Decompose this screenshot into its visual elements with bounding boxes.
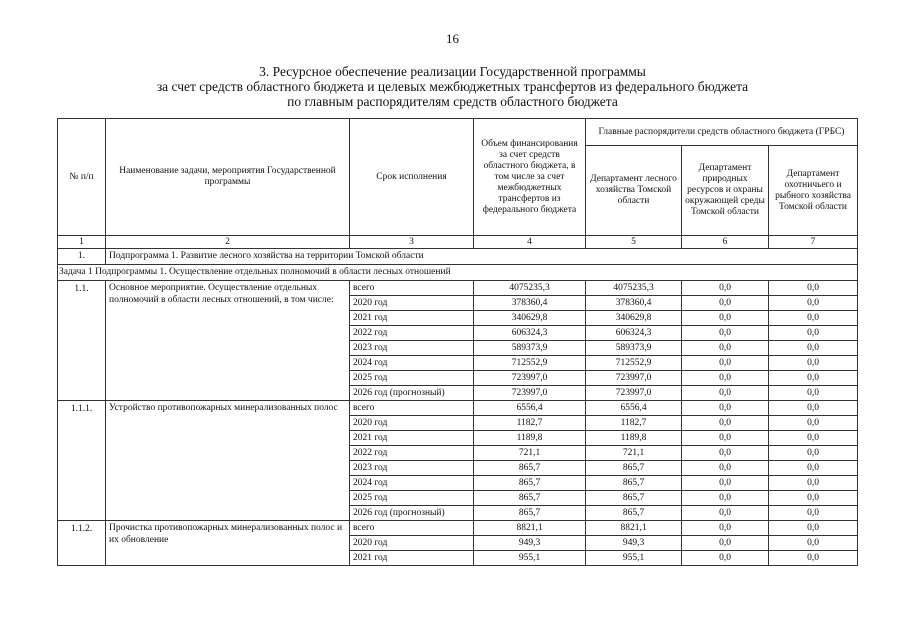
term-cell: всего — [350, 521, 474, 536]
dept-nature-cell: 0,0 — [682, 536, 769, 551]
term-cell: 2025 год — [350, 371, 474, 386]
dept-nature-cell: 0,0 — [682, 506, 769, 521]
header-term: Срок исполнения — [350, 119, 474, 236]
dept-forestry-cell: 865,7 — [586, 461, 682, 476]
title-line: 3. Ресурсное обеспечение реализации Государственной программы — [259, 64, 646, 79]
dept-forestry-cell: 6556,4 — [586, 401, 682, 416]
dept-forestry-cell: 4075235,3 — [586, 281, 682, 296]
task-row — [58, 265, 858, 281]
column-number: 2 — [106, 236, 350, 249]
term-cell: 2022 год — [350, 326, 474, 341]
volume-cell: 1189,8 — [474, 431, 586, 446]
dept-forestry-cell: 865,7 — [586, 491, 682, 506]
dept-forestry-cell: 1189,8 — [586, 431, 682, 446]
measure-name: Прочистка противопожарных минерализованных полос и их обновление — [106, 521, 350, 566]
dept-forestry-cell: 721,1 — [586, 446, 682, 461]
column-number: 4 — [474, 236, 586, 249]
term-cell: 2020 год — [350, 296, 474, 311]
dept-hunting-cell: 0,0 — [769, 311, 858, 326]
term-cell: 2026 год (прогнозный) — [350, 506, 474, 521]
dept-nature-cell: 0,0 — [682, 431, 769, 446]
volume-cell: 4075235,3 — [474, 281, 586, 296]
term-cell: 2024 год — [350, 356, 474, 371]
dept-forestry-cell: 865,7 — [586, 506, 682, 521]
dept-nature-cell: 0,0 — [682, 521, 769, 536]
task-title: Задача 1 Подпрограммы 1. Осуществление отдельных полномочий в области лесных отношений — [58, 265, 858, 281]
dept-forestry-cell: 955,1 — [586, 551, 682, 566]
dept-forestry-cell: 712552,9 — [586, 356, 682, 371]
dept-hunting-cell: 0,0 — [769, 476, 858, 491]
dept-nature-cell: 0,0 — [682, 326, 769, 341]
dept-hunting-cell: 0,0 — [769, 491, 858, 506]
term-cell: 2025 год — [350, 491, 474, 506]
term-cell: 2024 год — [350, 476, 474, 491]
measure-code: 1.1. — [58, 281, 106, 401]
header-name: Наименование задачи, мероприятия Государственной программы — [106, 119, 350, 236]
title-line: за счет средств областного бюджета и целевых межбюджетных трансфертов из федерального бюджета — [156, 79, 749, 94]
dept-hunting-cell: 0,0 — [769, 371, 858, 386]
dept-nature-cell: 0,0 — [682, 311, 769, 326]
subprogram-code: 1. — [58, 249, 106, 265]
dept-hunting-cell: 0,0 — [769, 506, 858, 521]
header-dept-nature: Департамент природных ресурсов и охраны окружающей среды Томской области — [682, 146, 769, 236]
volume-cell: 8821,1 — [474, 521, 586, 536]
dept-hunting-cell: 0,0 — [769, 446, 858, 461]
term-cell: всего — [350, 281, 474, 296]
header-volume: Объем финансирования за счет средств областного бюджета, в том числе за счет межбюджетных трансфертов из федерального бюджета — [474, 119, 586, 236]
volume-cell: 589373,9 — [474, 341, 586, 356]
volume-cell: 865,7 — [474, 476, 586, 491]
column-number: 5 — [586, 236, 682, 249]
term-cell: 2021 год — [350, 431, 474, 446]
dept-forestry-cell: 606324,3 — [586, 326, 682, 341]
volume-cell: 865,7 — [474, 506, 586, 521]
table-row — [58, 281, 858, 296]
dept-hunting-cell: 0,0 — [769, 341, 858, 356]
dept-nature-cell: 0,0 — [682, 296, 769, 311]
dept-hunting-cell: 0,0 — [769, 326, 858, 341]
volume-cell: 6556,4 — [474, 401, 586, 416]
dept-forestry-cell: 865,7 — [586, 476, 682, 491]
volume-cell: 955,1 — [474, 551, 586, 566]
column-number-row — [58, 236, 858, 249]
measure-name: Устройство противопожарных минерализованных полос — [106, 401, 350, 521]
measure-code: 1.1.1. — [58, 401, 106, 521]
dept-hunting-cell: 0,0 — [769, 356, 858, 371]
dept-forestry-cell: 723997,0 — [586, 386, 682, 401]
subprogram-title: Подпрограмма 1. Развитие лесного хозяйства на территории Томской области — [106, 249, 858, 265]
dept-forestry-cell: 589373,9 — [586, 341, 682, 356]
dept-forestry-cell: 340629,8 — [586, 311, 682, 326]
dept-nature-cell: 0,0 — [682, 551, 769, 566]
term-cell: 2020 год — [350, 536, 474, 551]
measure-name: Основное мероприятие. Осуществление отдельных полномочий в области лесных отношений, в том числе: — [106, 281, 350, 401]
column-number: 7 — [769, 236, 858, 249]
column-number: 3 — [350, 236, 474, 249]
volume-cell: 721,1 — [474, 446, 586, 461]
dept-hunting-cell: 0,0 — [769, 431, 858, 446]
term-cell: 2022 год — [350, 446, 474, 461]
volume-cell: 723997,0 — [474, 371, 586, 386]
dept-hunting-cell: 0,0 — [769, 536, 858, 551]
term-cell: 2026 год (прогнозный) — [350, 386, 474, 401]
term-cell: 2023 год — [350, 341, 474, 356]
resource-table — [57, 118, 858, 566]
header-dept-forestry: Департамент лесного хозяйства Томской области — [586, 146, 682, 236]
document-title — [0, 64, 905, 109]
term-cell: всего — [350, 401, 474, 416]
volume-cell: 1182,7 — [474, 416, 586, 431]
dept-nature-cell: 0,0 — [682, 416, 769, 431]
volume-cell: 378360,4 — [474, 296, 586, 311]
title-line: по главным распорядителям средств областного бюджета — [287, 94, 618, 109]
dept-forestry-cell: 8821,1 — [586, 521, 682, 536]
volume-cell: 865,7 — [474, 461, 586, 476]
volume-cell: 606324,3 — [474, 326, 586, 341]
dept-hunting-cell: 0,0 — [769, 521, 858, 536]
dept-nature-cell: 0,0 — [682, 461, 769, 476]
column-number: 6 — [682, 236, 769, 249]
volume-cell: 723997,0 — [474, 386, 586, 401]
dept-nature-cell: 0,0 — [682, 446, 769, 461]
header-dept-hunting: Департамент охотничьего и рыбного хозяйства Томской области — [769, 146, 858, 236]
dept-nature-cell: 0,0 — [682, 491, 769, 506]
dept-forestry-cell: 723997,0 — [586, 371, 682, 386]
dept-hunting-cell: 0,0 — [769, 551, 858, 566]
dept-nature-cell: 0,0 — [682, 356, 769, 371]
dept-nature-cell: 0,0 — [682, 281, 769, 296]
dept-forestry-cell: 1182,7 — [586, 416, 682, 431]
dept-forestry-cell: 378360,4 — [586, 296, 682, 311]
header-num: № п/п — [58, 119, 106, 236]
dept-hunting-cell: 0,0 — [769, 296, 858, 311]
volume-cell: 949,3 — [474, 536, 586, 551]
dept-nature-cell: 0,0 — [682, 371, 769, 386]
term-cell: 2021 год — [350, 311, 474, 326]
subprogram-row — [58, 249, 858, 265]
dept-nature-cell: 0,0 — [682, 476, 769, 491]
dept-hunting-cell: 0,0 — [769, 416, 858, 431]
dept-nature-cell: 0,0 — [682, 341, 769, 356]
dept-forestry-cell: 949,3 — [586, 536, 682, 551]
measure-code: 1.1.2. — [58, 521, 106, 566]
dept-nature-cell: 0,0 — [682, 401, 769, 416]
table-row — [58, 521, 858, 536]
volume-cell: 712552,9 — [474, 356, 586, 371]
volume-cell: 340629,8 — [474, 311, 586, 326]
dept-hunting-cell: 0,0 — [769, 401, 858, 416]
term-cell: 2023 год — [350, 461, 474, 476]
page-number: 16 — [446, 31, 459, 46]
header-grbs: Главные распорядители средств областного бюджета (ГРБС) — [586, 119, 858, 146]
table-row — [58, 401, 858, 416]
column-number: 1 — [58, 236, 106, 249]
dept-hunting-cell: 0,0 — [769, 461, 858, 476]
dept-hunting-cell: 0,0 — [769, 281, 858, 296]
term-cell: 2020 год — [350, 416, 474, 431]
term-cell: 2021 год — [350, 551, 474, 566]
dept-hunting-cell: 0,0 — [769, 386, 858, 401]
dept-nature-cell: 0,0 — [682, 386, 769, 401]
volume-cell: 865,7 — [474, 491, 586, 506]
